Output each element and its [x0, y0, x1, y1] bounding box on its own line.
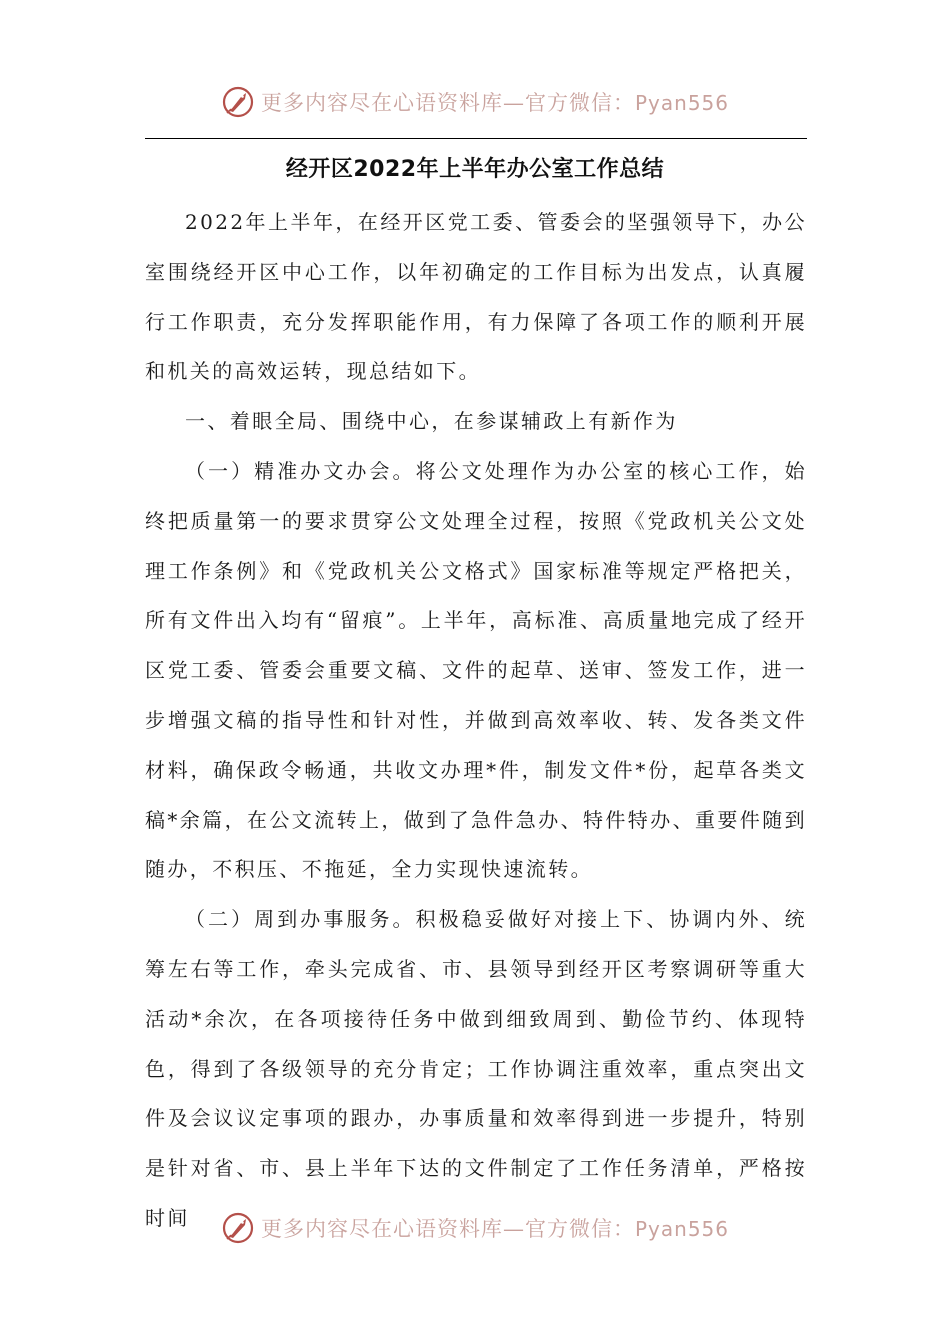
pen-nib-logo-icon: [221, 1211, 255, 1245]
watermark-text-cn: 更多内容尽在心语资料库—官方微信：: [260, 1217, 635, 1241]
footer-watermark-banner: [0, 1208, 950, 1248]
watermark-text: [261, 1213, 729, 1243]
pen-nib-logo-icon: [221, 85, 255, 119]
watermark-wechat-id: Pyan556: [634, 1217, 729, 1241]
document-title: 经开区2022年上半年办公室工作总结: [285, 157, 665, 182]
paragraph-intro: 2022年上半年，在经开区党工委、管委会的坚强领导下，办公室围绕经开区中心工作，以年初确定的工作目标为出发点，认真履行工作职责，充分发挥职能作用，有力保障了各项工作的顺利开展和机关的高效运转，现总结如下。: [145, 210, 807, 384]
watermark-text-cn: 更多内容尽在心语资料库—官方微信：: [260, 91, 635, 115]
header-divider: [145, 138, 807, 139]
document-body: [145, 198, 807, 1244]
watermark-text: [261, 87, 729, 117]
header-watermark-banner: [0, 82, 950, 122]
section-heading-1: 一、着眼全局、围绕中心，在参谋辅政上有新作为: [185, 409, 678, 434]
watermark-wechat-id: Pyan556: [634, 91, 729, 115]
paragraph-document-handling: （一）精准办文办会。将公文处理作为办公室的核心工作，始终把质量第一的要求贯穿公文处理全过程，按照《党政机关公文处理工作条例》和《党政机关公文格式》国家标准等规定严格把关，所有文件出入均有“留痕”。上半年，高标准、高质量地完成了经开区党工委、管委会重要文稿、文件的起草、送审、签发工作，进一步增强文稿的指导性和针对性，并做到高效率收、转、发各类文件材料，确保政令畅通，共收文办理*件，制发文件*份，起草各类文稿*余篇，在公文流转上，做到了急件急办、特件特办、重要件随到随办，不积压、不拖延，全力实现快速流转。: [145, 458, 807, 882]
paragraph-service: （二）周到办事服务。积极稳妥做好对接上下、协调内外、统筹左右等工作，牵头完成省、市、县领导到经开区考察调研等重大活动*余次，在各项接待任务中做到细致周到、勤俭节约、体现特色，得到了各级领导的充分肯定；工作协调注重效率，重点突出文件及会议议定事项的跟办，办事质量和效率得到进一步提升，特别是针对省、市、县上半年下达的文件制定了工作任务清单，严格按时间: [145, 907, 807, 1230]
